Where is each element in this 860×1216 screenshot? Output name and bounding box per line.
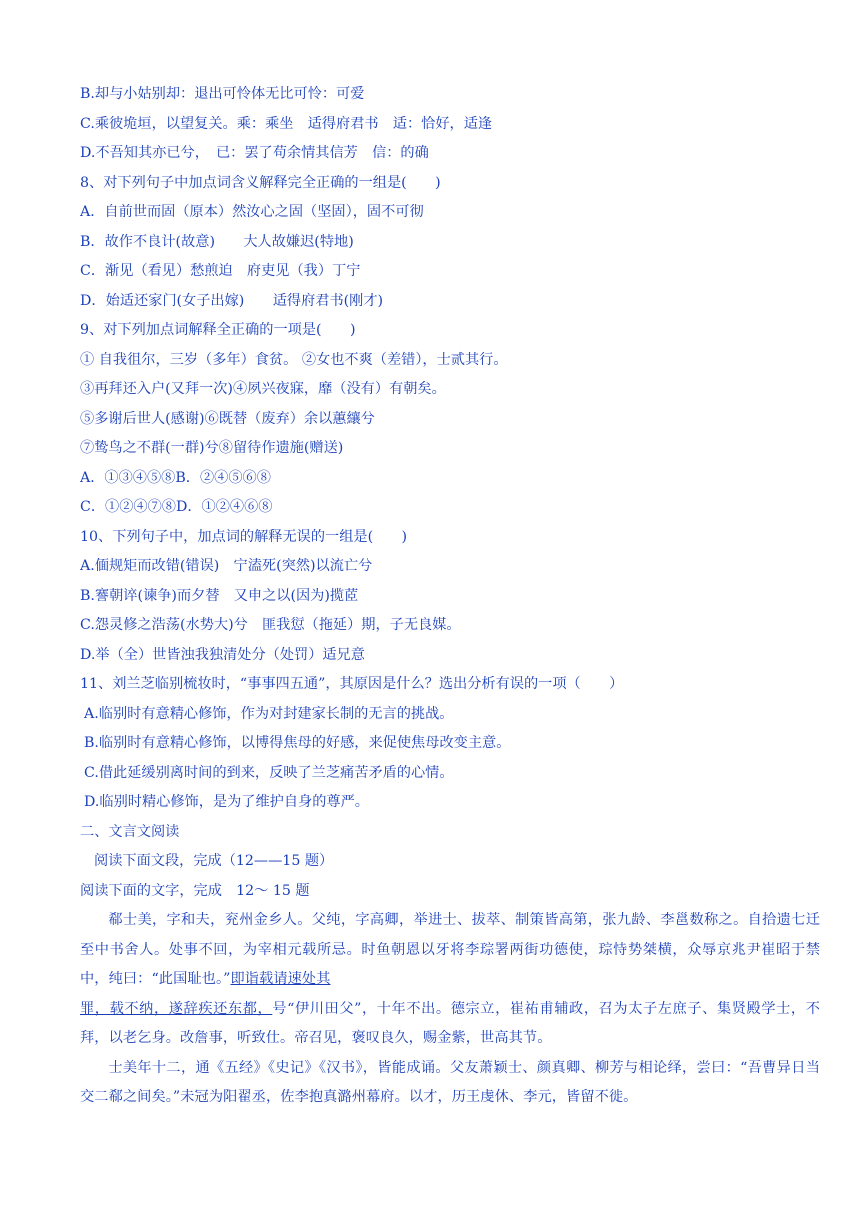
q11-option-b: B.临别时有意精心修饰，以博得焦母的好感，来促使焦母改变主意。 (84, 735, 511, 751)
passage-p1-start: 郗士美，字和夫，兖州金乡人。父纯，字高卿，举进士、拔萃、制策皆高第，张九龄、李邕数称之。自拾遗七迁至中书舍人。处事不回，为宰相元载所忌。时鱼朝恩以牙将李琮署两街功德使，琮恃势桀横，众辱京兆尹崔昭于禁中，纯曰：“此国耻也。” (80, 912, 820, 987)
q11-option-a: A.临别时有意精心修饰，作为对封建家长制的无言的挑战。 (84, 705, 454, 722)
reading-instruction: 阅读下面文段，完成（12——15 题） (94, 853, 334, 869)
question-8: 8、对下列句子中加点词含义解释完全正确的一组是( ) (80, 174, 441, 191)
option-c-line: C.乘彼垝垣，以望复关。乘：乘坐 适得府君书 适：恰好，适逢 (80, 115, 493, 132)
passage-underlined-b: 罪，载不纳，遂辞疾还东都， (80, 1000, 273, 1017)
q9-options-cd: C．①②④⑦⑧D．①②④⑥⑧ (80, 499, 273, 515)
q9-item-7-8: ⑦鸷鸟之不群(一群)兮⑧留待作遗施(赠送) (80, 440, 344, 456)
q9-options-ab: A．①③④⑤⑧B．②④⑤⑥⑧ (80, 469, 271, 486)
passage-p1-end: 号“伊川田父”，十年不出。德宗立，崔祐甫辅政，召为太子左庶子、集贤殿学士，不拜，以老乞身。改詹事，听致仕。帝召见，褒叹良久，赐金紫，世高其节。 (80, 1000, 820, 1046)
reading-instruction-2: 阅读下面的文字，完成 12～ 15 题 (80, 882, 310, 899)
q8-option-a: A．自前世而固（原本）然汝心之固（坚固），固不可彻 (80, 204, 424, 220)
question-10: 10、下列句子中，加点词的解释无误的一组是( ) (80, 528, 408, 545)
document-page (80, 80, 820, 1113)
q8-option-b: B．故作不良计(故意) 大人故嫌迟(特地) (80, 233, 354, 250)
q10-option-c: C.怨灵修之浩荡(水势大)兮 匪我愆（拖延）期，子无良媒。 (80, 617, 461, 633)
q8-option-d: D．始适还家门(女子出嫁) 适得府君书(刚才) (80, 292, 384, 309)
option-d-line: D.不吾知其亦已兮， 已：罢了苟余情其信芳 信：的确 (80, 145, 429, 161)
q8-option-c: C．渐见（看见）愁煎迫 府吏见（我）丁宁 (80, 263, 361, 279)
q11-option-d: D.临别时精心修饰，是为了维护自身的尊严。 (84, 794, 369, 810)
section-heading: 二、文言文阅读 (80, 823, 180, 840)
q10-option-b: B.謇朝谇(谏争)而夕替 又申之以(因为)揽茝 (80, 587, 359, 604)
q10-option-a: A.偭规矩而改错(错误) 宁溘死(突然)以流亡兮 (80, 558, 373, 574)
q10-option-d: D.举（全）世皆浊我独清处分（处罚）适兄意 (80, 646, 365, 663)
q11-option-c: C.借此延缓别离时间的到来，反映了兰芝痛苦矛盾的心情。 (84, 764, 454, 781)
q9-item-5-6: ⑤多谢后世人(感谢)⑥既替（废弃）余以蕙纕兮 (80, 410, 375, 427)
q9-item-3-4: ③再拜还入户(又拜一次)④夙兴夜寐，靡（没有）有朝矣。 (80, 381, 446, 397)
passage-paragraph-1 (80, 906, 820, 1054)
passage-paragraph-2: 士美年十二，通《五经》《史记》《汉书》，皆能成诵。父友萧颖士、颜真卿、柳芳与相论绎，尝曰：“吾曹异日当交二郗之间矣。”未冠为阳翟丞，佐李抱真潞州幕府。以才，历王虔休、李元，皆留不徙。 (80, 1059, 820, 1105)
question-11: 11、刘兰芝临别梳妆时，“事事四五通”，其原因是什么？选出分析有误的一项（ ） (80, 676, 624, 692)
question-9: 9、对下列加点词解释全正确的一项是( ) (80, 322, 356, 338)
passage-underlined-a: 即诣载请速处其 (230, 971, 331, 987)
option-b-line: B.却与小姑别却：退出可怜体无比可怜：可爱 (80, 86, 365, 102)
q9-item-1-2: ① 自我徂尔，三岁（多年）食贫。 ②女也不爽（差错），士贰其行。 (80, 351, 508, 368)
